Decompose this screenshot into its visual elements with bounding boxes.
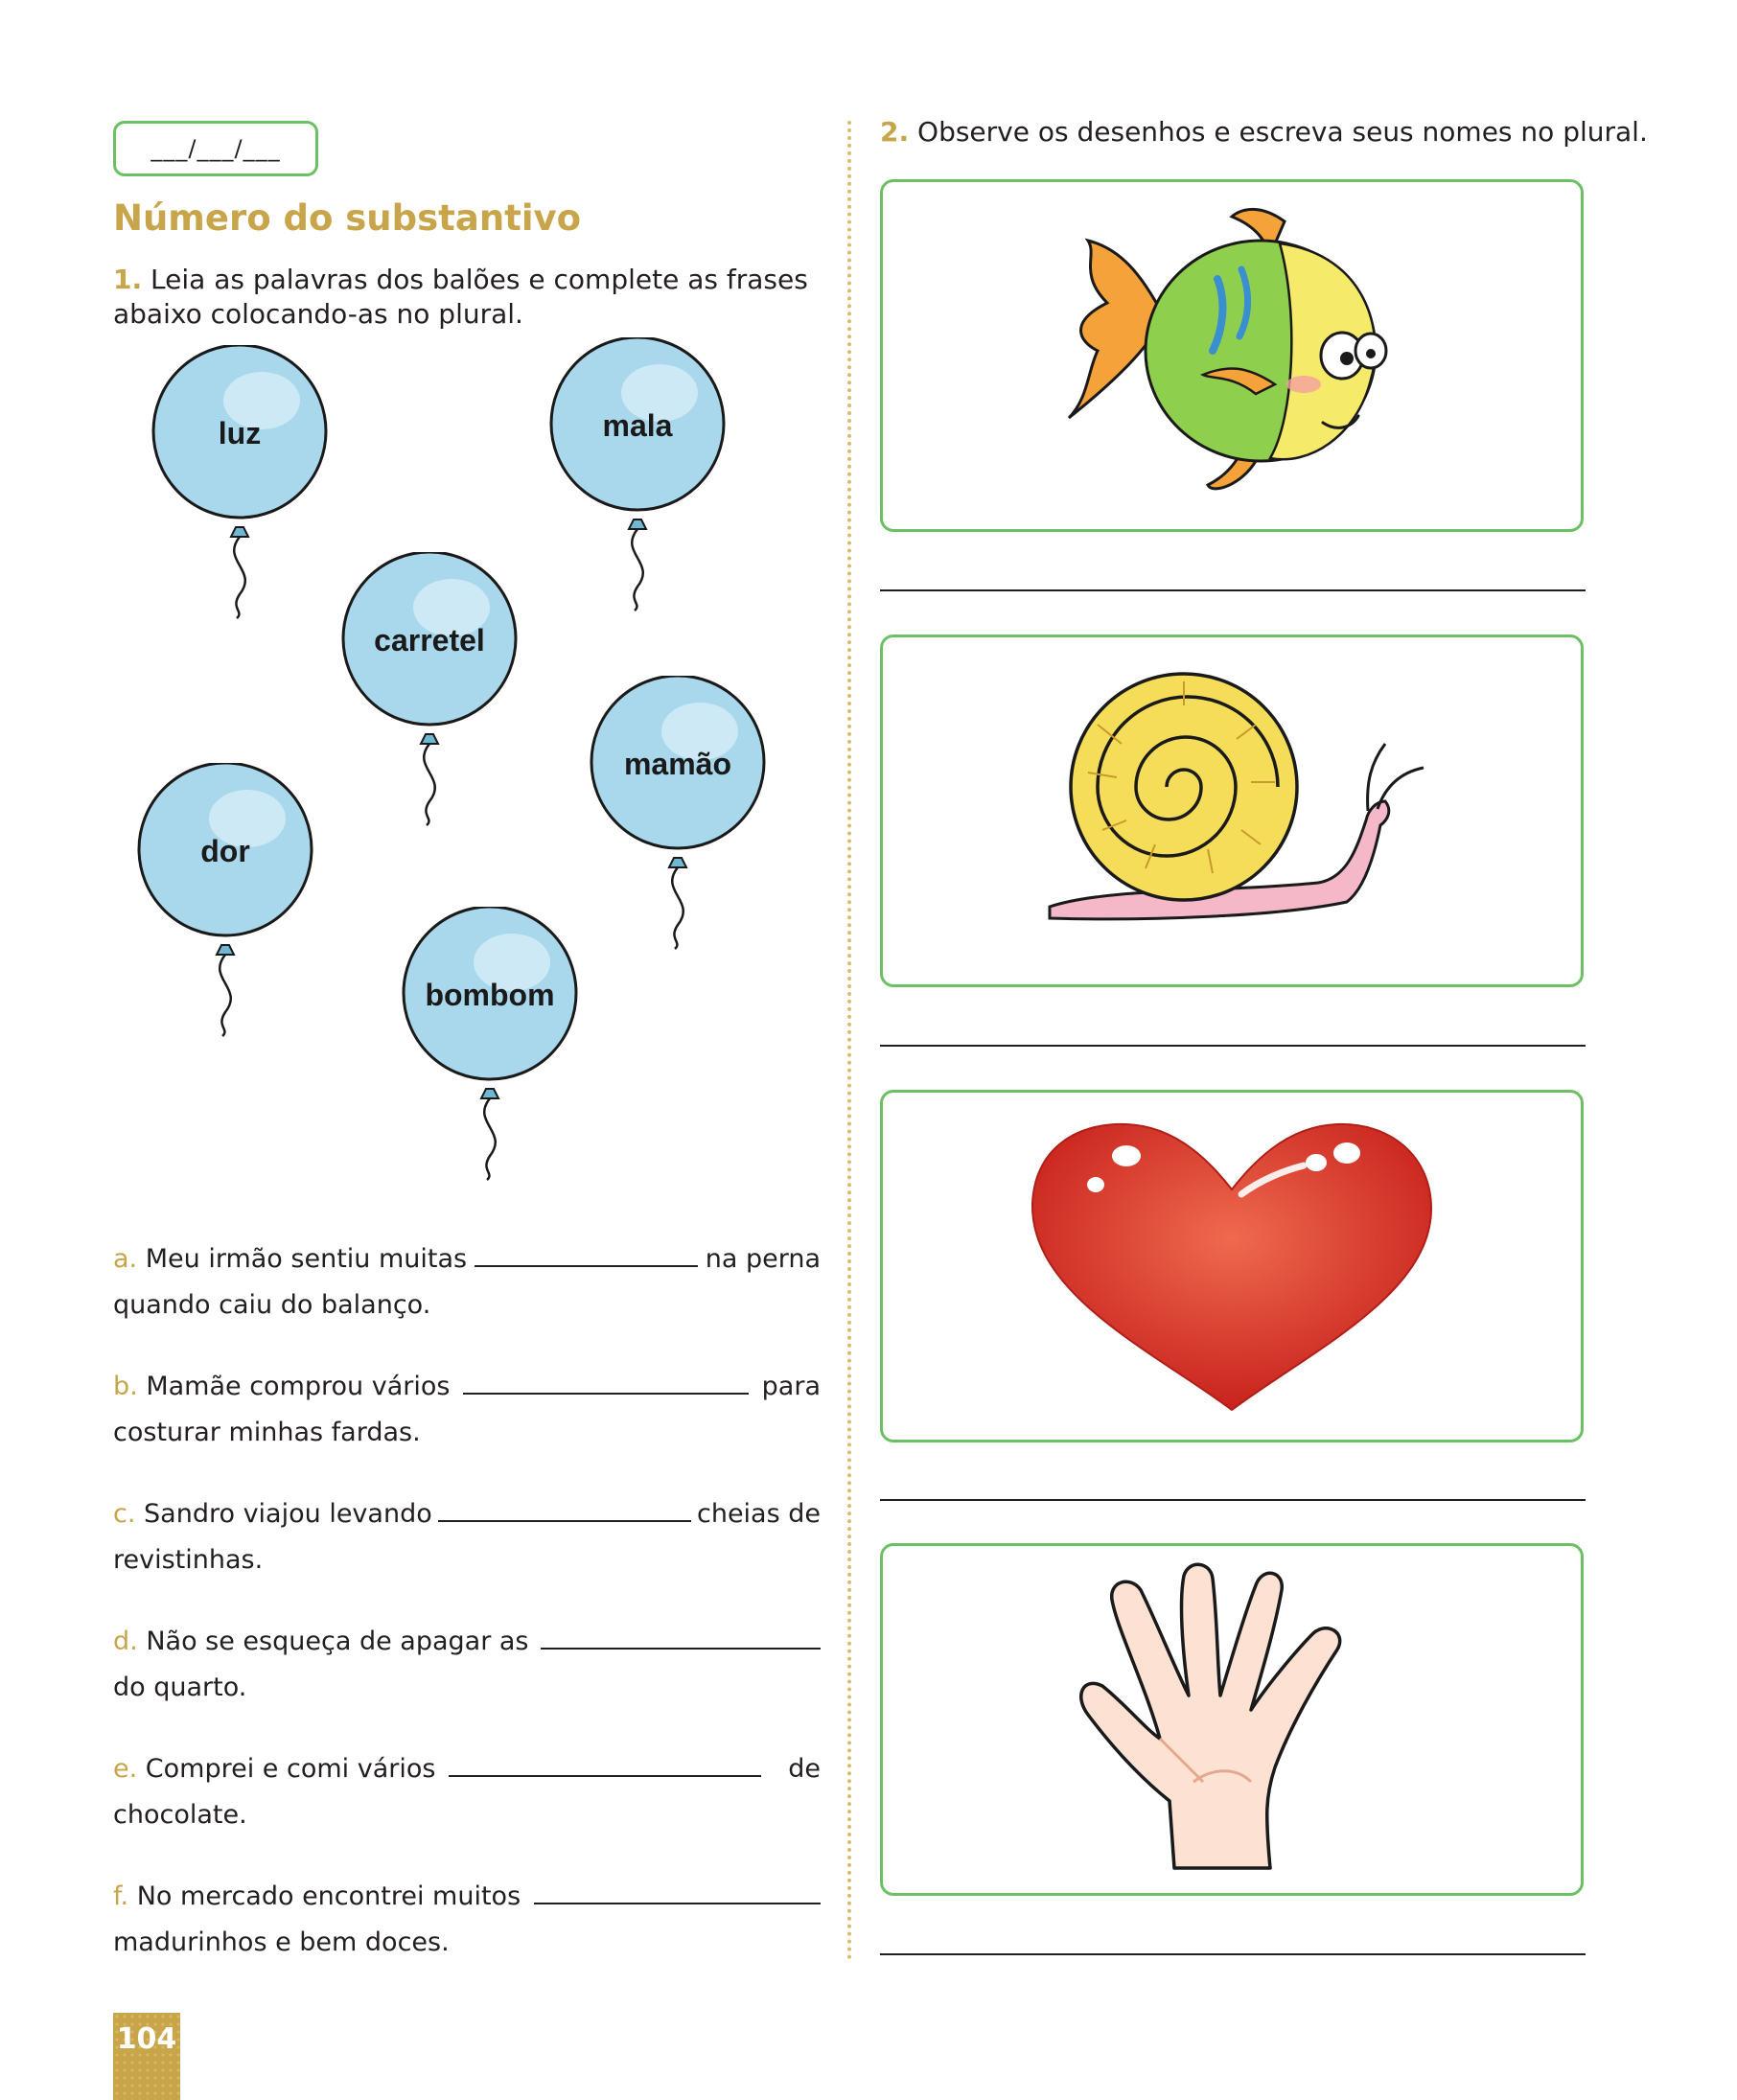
sentence-letter: a.: [113, 1244, 138, 1274]
answer-blank[interactable]: [534, 1880, 821, 1904]
sentence-continuation: chocolate.: [113, 1800, 247, 1830]
answer-blank[interactable]: [463, 1370, 748, 1395]
sentence-letter: f.: [113, 1881, 129, 1911]
sentence-b: [113, 1364, 821, 1456]
balloon-icon: [587, 676, 769, 954]
sentence-continuation: do quarto.: [113, 1673, 247, 1702]
sentence-d: [113, 1619, 821, 1711]
picture-box-snail: [880, 635, 1584, 987]
sentence-text: Sandro viajou levando: [144, 1499, 432, 1529]
answer-line-fish[interactable]: [880, 589, 1586, 591]
sentence-text: na perna: [705, 1244, 821, 1274]
sentence-letter: d.: [113, 1627, 138, 1656]
sentence-c: [113, 1491, 821, 1583]
balloon-luz: [149, 345, 331, 623]
sentence-text: Mamãe comprou vários: [146, 1372, 451, 1401]
sentence-text: Não se esqueça de apagar as: [146, 1627, 529, 1656]
question-1-text: Leia as palavras dos balões e complete as frases abaixo colocando-as no plural.: [113, 264, 808, 330]
answer-blank[interactable]: [438, 1497, 691, 1522]
sentence-text: de: [788, 1754, 821, 1784]
hand-icon: [1059, 1561, 1404, 1878]
fish-icon: [1050, 197, 1414, 514]
answer-line-hand[interactable]: [880, 1953, 1586, 1955]
sentence-letter: c.: [113, 1499, 136, 1529]
balloon-dor: [134, 763, 316, 1041]
picture-box-heart: [880, 1090, 1584, 1442]
balloon-word: mamão: [623, 747, 732, 781]
answer-blank[interactable]: [449, 1752, 761, 1777]
balloon-bombom: [399, 907, 581, 1185]
sentence-e: [113, 1746, 821, 1838]
sentence-continuation: revistinhas.: [113, 1545, 264, 1575]
answer-blank[interactable]: [475, 1242, 698, 1267]
column-divider: [847, 121, 851, 1961]
question-2-number: 2.: [880, 116, 910, 148]
heart-icon: [1021, 1113, 1443, 1419]
picture-box-fish: [880, 179, 1584, 532]
balloon-icon: [546, 337, 729, 615]
answer-line-heart[interactable]: [880, 1499, 1586, 1501]
balloon-icon: [338, 552, 521, 830]
balloon-mala: [546, 337, 729, 615]
page-number: 104: [116, 2022, 177, 2056]
section-title: Número do substantivo: [113, 197, 582, 239]
sentence-continuation: quando caiu do balanço.: [113, 1290, 431, 1320]
sentence-continuation: madurinhos e bem doces.: [113, 1927, 450, 1957]
sentence-text: para: [761, 1372, 821, 1401]
sentence-text: No mercado encontrei muitos: [136, 1881, 521, 1911]
date-box[interactable]: ___/___/___: [113, 121, 318, 176]
balloon-icon: [149, 345, 331, 623]
question-2: [880, 115, 1648, 150]
balloon-carretel: [338, 552, 521, 830]
question-1-number: 1.: [113, 264, 143, 295]
balloon-icon: [399, 907, 581, 1185]
question-2-text: Observe os desenhos e escreva seus nomes no plural.: [917, 116, 1648, 148]
balloon-word: bombom: [425, 978, 555, 1012]
balloon-word: luz: [218, 416, 262, 450]
sentence-letter: e.: [113, 1754, 138, 1784]
sentence-continuation: costurar minhas fardas.: [113, 1418, 421, 1447]
balloon-mamao: [587, 676, 769, 954]
balloon-icon: [134, 763, 316, 1041]
sentence-a: [113, 1236, 821, 1328]
snail-icon: [1031, 667, 1433, 955]
question-1: [113, 263, 822, 332]
sentence-f: [113, 1874, 821, 1966]
sentence-letter: b.: [113, 1372, 138, 1401]
sentence-text: cheias de: [696, 1499, 821, 1529]
sentence-text: Comprei e comi vários: [145, 1754, 436, 1784]
balloon-word: carretel: [374, 623, 485, 658]
picture-box-hand: [880, 1543, 1584, 1896]
balloon-word: dor: [200, 834, 250, 868]
answer-line-snail[interactable]: [880, 1045, 1586, 1047]
balloon-word: mala: [602, 408, 673, 443]
sentence-text: Meu irmão sentiu muitas: [145, 1244, 468, 1274]
answer-blank[interactable]: [541, 1625, 822, 1650]
